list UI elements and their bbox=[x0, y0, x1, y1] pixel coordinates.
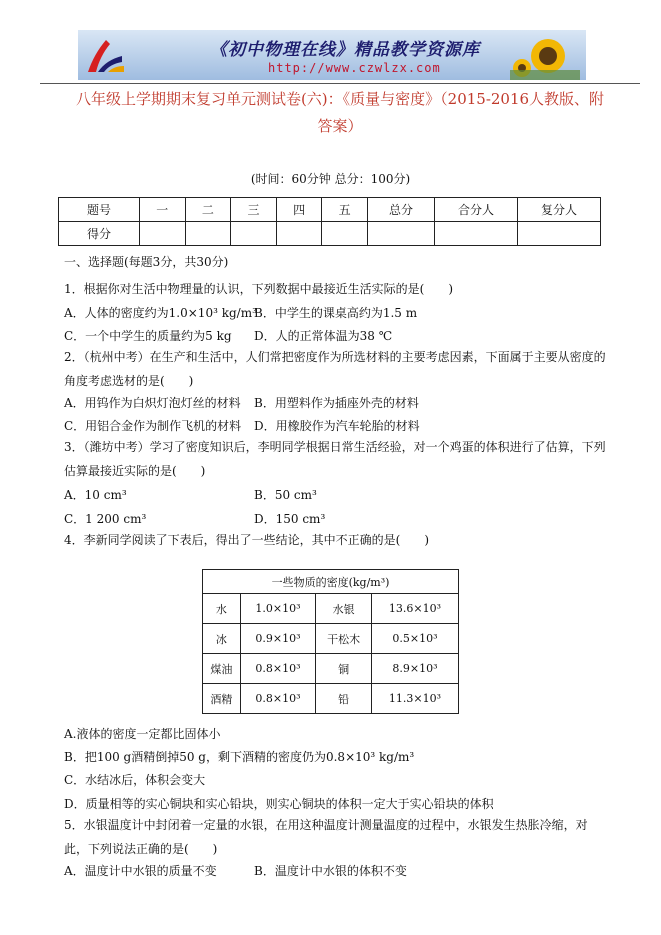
banner-url[interactable]: http://www.czwlzx.com bbox=[268, 61, 441, 75]
q4-option-d: D．质量相等的实心铜块和实心铅块，则实心铜块的体积一定大于实心铅块的体积 bbox=[64, 797, 494, 811]
density-cell: 煤油 bbox=[203, 654, 241, 684]
q3-option-c: C．1 200 cm³ bbox=[64, 512, 147, 526]
banner-title: 《初中物理在线》精品教学资源库 bbox=[210, 40, 480, 60]
density-cell: 11.3×10³ bbox=[371, 684, 458, 714]
density-cell: 1.0×10³ bbox=[240, 594, 316, 624]
q5-option-b: B．温度计中水银的体积不变 bbox=[254, 864, 407, 878]
density-cell: 0.5×10³ bbox=[371, 624, 458, 654]
density-cell: 水银 bbox=[316, 594, 372, 624]
q3-stem: 3．（潍坊中考）学习了密度知识后，李明同学根据日常生活经验，对一个鸡蛋的体积进行了估算，下列估算最接近实际的是( ) bbox=[64, 440, 606, 478]
density-cell: 0.8×10³ bbox=[240, 684, 316, 714]
q1-stem: 1．根据你对生活中物理量的认识，下列数据中最接近生活实际的是( ) bbox=[64, 282, 454, 296]
score-header-cell: 二 bbox=[185, 198, 231, 222]
logo-icon bbox=[84, 34, 128, 76]
density-cell: 铅 bbox=[316, 684, 372, 714]
score-header-cell: 四 bbox=[276, 198, 322, 222]
score-cell bbox=[140, 222, 186, 246]
score-header-cell: 合分人 bbox=[435, 198, 518, 222]
score-table bbox=[58, 197, 601, 246]
q1-option-d: D．人的正常体温为38 ℃ bbox=[254, 329, 393, 343]
q5-stem: 5．水银温度计中封闭着一定量的水银，在用这种温度计测量温度的过程中，水银发生热胀冷缩，对此，下列说法正确的是( ) bbox=[64, 818, 588, 856]
q2-option-a: A．用钨作为白炽灯泡灯丝的材料 bbox=[64, 396, 241, 410]
score-cell bbox=[518, 222, 601, 246]
title-line-2: 答案） bbox=[317, 117, 363, 135]
density-cell: 冰 bbox=[203, 624, 241, 654]
score-header-cell: 五 bbox=[322, 198, 368, 222]
score-header-row bbox=[59, 198, 601, 222]
q3-option-b: B．50 cm³ bbox=[254, 488, 317, 502]
score-cell bbox=[231, 222, 277, 246]
score-header-cell: 复分人 bbox=[518, 198, 601, 222]
score-row bbox=[59, 222, 601, 246]
q4-option-c: C．水结冰后，体积会变大 bbox=[64, 773, 206, 787]
q1-option-c: C．一个中学生的质量约为5 kg bbox=[64, 329, 232, 343]
score-header-cell: 题号 bbox=[59, 198, 140, 222]
section-heading: 一、选择题(每题3分，共30分) bbox=[64, 255, 229, 269]
score-cell bbox=[185, 222, 231, 246]
score-cell bbox=[435, 222, 518, 246]
document-title bbox=[40, 86, 640, 140]
score-header-cell: 总分 bbox=[368, 198, 435, 222]
score-header-cell: 三 bbox=[231, 198, 277, 222]
q1-option-b: B．中学生的课桌高约为1.5 m bbox=[254, 306, 418, 320]
q5-option-a: A．温度计中水银的质量不变 bbox=[64, 864, 217, 878]
score-cell bbox=[322, 222, 368, 246]
density-cell: 干松木 bbox=[316, 624, 372, 654]
density-table bbox=[202, 569, 459, 714]
density-row bbox=[203, 624, 459, 654]
density-row bbox=[203, 684, 459, 714]
q2-stem: 2．（杭州中考）在生产和生活中，人们常把密度作为所选材料的主要考虑因素，下面属于主要从密度的角度考虑选材的是( ) bbox=[64, 350, 606, 388]
score-cell bbox=[368, 222, 435, 246]
q2-option-d: D．用橡胶作为汽车轮胎的材料 bbox=[254, 419, 420, 433]
density-cell: 铜 bbox=[316, 654, 372, 684]
density-row bbox=[203, 654, 459, 684]
sunflower-icon bbox=[510, 30, 580, 80]
exam-meta: (时间：60分钟 总分：100分) bbox=[250, 172, 411, 186]
density-cell: 水 bbox=[203, 594, 241, 624]
score-header-cell: 一 bbox=[140, 198, 186, 222]
q3-option-a: A．10 cm³ bbox=[64, 488, 127, 502]
density-row bbox=[203, 594, 459, 624]
header-rule bbox=[40, 83, 640, 84]
q2-option-b: B．用塑料作为插座外壳的材料 bbox=[254, 396, 419, 410]
q4-option-b: B．把100 g酒精倒掉50 g，剩下酒精的密度仍为0.8×10³ kg/m³ bbox=[64, 750, 415, 764]
density-cell: 0.9×10³ bbox=[240, 624, 316, 654]
density-cell: 13.6×10³ bbox=[371, 594, 458, 624]
density-table-title: 一些物质的密度(kg/m³) bbox=[203, 570, 459, 594]
density-table-title-row bbox=[203, 570, 459, 594]
score-row-label: 得分 bbox=[59, 222, 140, 246]
q2-option-c: C．用铝合金作为制作飞机的材料 bbox=[64, 419, 242, 433]
density-cell: 0.8×10³ bbox=[240, 654, 316, 684]
q4-stem: 4．李新同学阅读了下表后，得出了一些结论，其中不正确的是( ) bbox=[64, 533, 430, 547]
density-cell: 8.9×10³ bbox=[371, 654, 458, 684]
density-cell: 酒精 bbox=[203, 684, 241, 714]
q1-option-a: A．人体的密度约为1.0×10³ kg/m³ bbox=[64, 306, 257, 320]
header-banner bbox=[78, 30, 586, 80]
q3-option-d: D．150 cm³ bbox=[254, 512, 326, 526]
title-line-1: 八年级上学期期末复习单元测试卷(六)：《质量与密度》（2015-2016人教版、附 bbox=[75, 90, 605, 108]
score-cell bbox=[276, 222, 322, 246]
q4-option-a: A.液体的密度一定都比固体小 bbox=[64, 727, 221, 741]
